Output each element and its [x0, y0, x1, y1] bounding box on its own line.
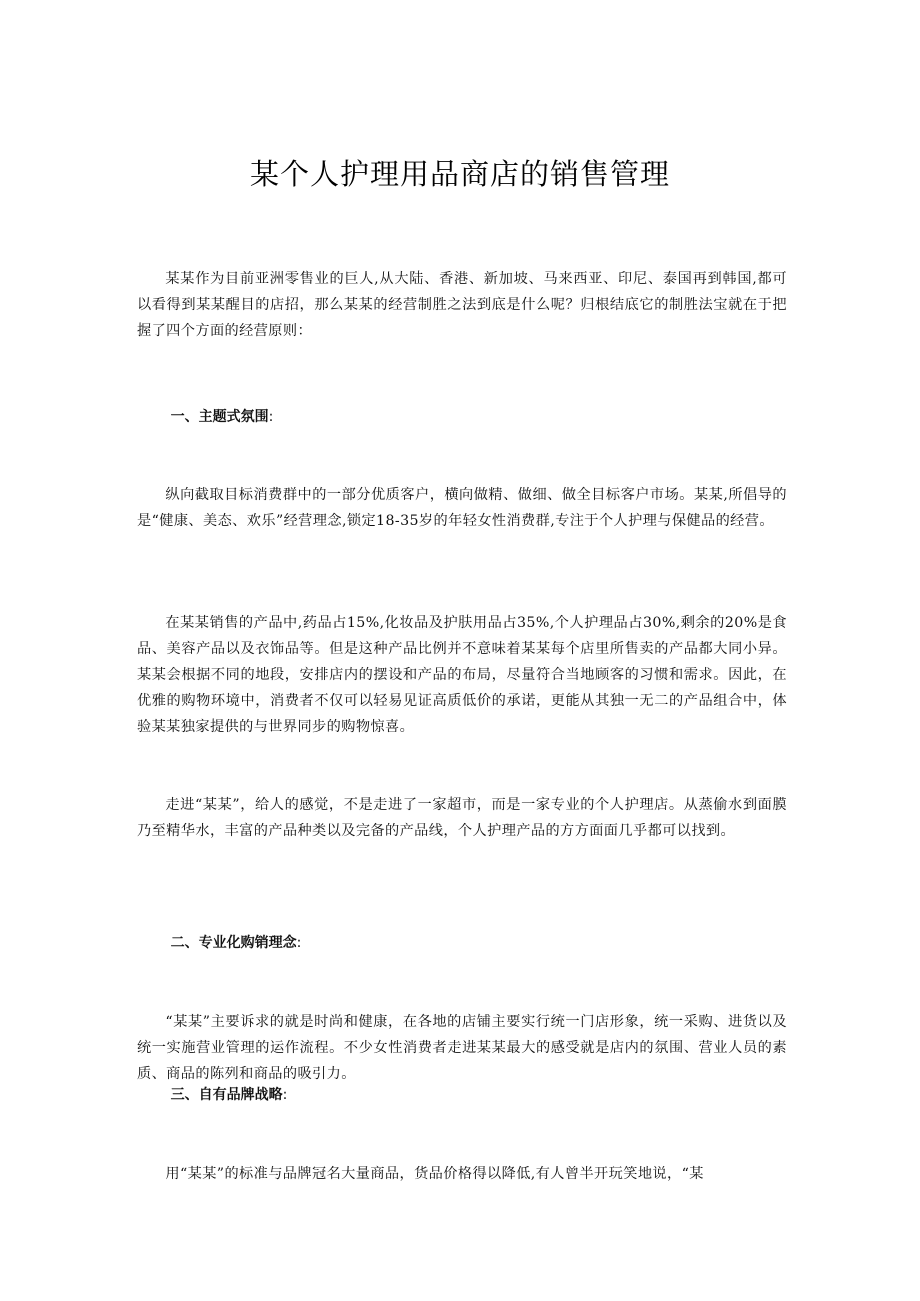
section-heading-professional-purchasing [137, 930, 787, 956]
section-heading-colon: : [268, 409, 274, 425]
intro-paragraph: 某某作为目前亚洲零售业的巨人,从大陆、香港、新加坡、马来西亚、印尼、泰国再到韩国,都可以看得到某某醒目的店招，那么某某的经营制胜之法到底是什么呢？归根结底它的制胜法宝就在于把握了四个方面的经营原则： [137, 271, 787, 339]
section-heading-private-brand-strategy [137, 1082, 787, 1108]
body-paragraph: “某某”主要诉求的就是时尚和健康，在各地的店铺主要实行统一门店形象，统一采购、进货以及统一实施营业管理的运作流程。不少女性消费者走进某某最大的感受就是店内的氛围、营业人员的素质、商品的陈列和商品的吸引力。 [137, 1014, 787, 1082]
body-paragraph: 纵向截取目标消费群中的一部分优质客户，横向做精、做细、做全目标客户市场。某某,所倡导的是“健康、美态、欢乐”经营理念,锁定18-35岁的年轻女性消费群,专注于个人护理与保健品的经营。 [137, 487, 787, 529]
section-heading-colon: : [282, 1087, 288, 1103]
section-heading-text: 二、专业化购销理念 [170, 935, 297, 951]
section-heading-text: 一、主题式氛围 [170, 409, 269, 425]
section-heading-colon: : [296, 935, 302, 951]
section-heading-text: 三、自有品牌战略 [170, 1087, 283, 1103]
body-paragraph: 走进“某某”，给人的感觉，不是走进了一家超市，而是一家专业的个人护理店。从蒸偷水到面膜乃至精华水，丰富的产品种类以及完备的产品线，个人护理产品的方方面面几乎都可以找到。 [137, 797, 787, 839]
body-paragraph: 用“某某”的标准与品牌冠名大量商品，货品价格得以降低,有人曾半开玩笑地说，“某 [165, 1166, 704, 1182]
document-title: 某个人护理用品商店的销售管理 [249, 157, 670, 191]
section-heading-theme-atmosphere [137, 404, 787, 430]
body-paragraph: 在某某销售的产品中,药品占15%,化妆品及护肤用品占35%,个人护理品占30%,剩余的20%是食品、美容产品以及衣饰品等。但是这种产品比例并不意味着某某每个店里所售卖的产品都大同小异。某某会根据不同的地段，安排店内的摆设和产品的布局，尽量符合当地顾客的习惯和需求。因此，在优雅的购物环境中，消费者不仅可以轻易见证高质低价的承诺，更能从其独一无二的产品组合中，体验某某独家提供的与世界同步的购物惊喜。 [137, 615, 787, 735]
